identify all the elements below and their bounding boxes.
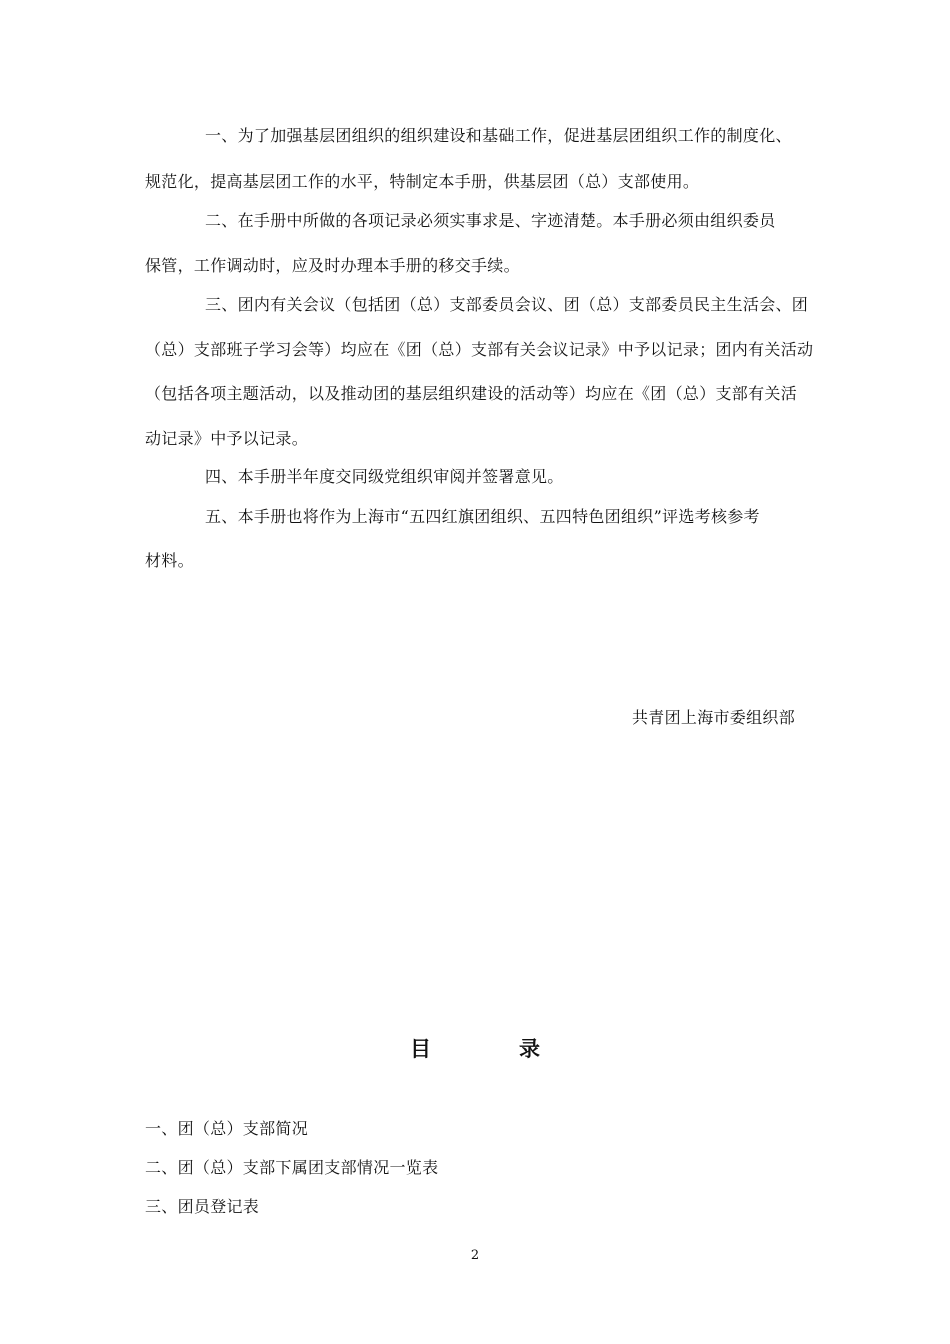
preface-line-5: 三、团内有关会议（包括团（总）支部委员会议、团（总）支部委员民主生活会、团 [205,295,809,314]
signature: 共青团上海市委组织部 [632,708,796,727]
preface-line-11: 材料。 [145,551,194,570]
preface-line-3: 二、在手册中所做的各项记录必须实事求是、字迹清楚。本手册必须由组织委员 [205,211,776,230]
preface-line-7: （包括各项主题活动，以及推动团的基层组织建设的活动等）均应在《团（总）支部有关活 [145,384,798,403]
toc-item-3: 三、团员登记表 [145,1197,260,1216]
preface-line-6: （总）支部班子学习会等）均应在《团（总）支部有关会议记录》中予以记录；团内有关活动 [145,340,814,359]
toc-item-1: 一、团（总）支部简况 [145,1119,309,1138]
toc-title-left: 目 [410,1036,431,1061]
preface-line-2: 规范化，提高基层团工作的水平，特制定本手册，供基层团（总）支部使用。 [145,172,700,191]
toc-title [0,1036,950,1062]
preface-line-4: 保管，工作调动时，应及时办理本手册的移交手续。 [145,256,520,275]
preface-line-1: 一、为了加强基层团组织的组织建设和基础工作，促进基层团组织工作的制度化、 [205,126,792,145]
preface-line-9: 四、本手册半年度交同级党组织审阅并签署意见。 [205,467,564,486]
preface-line-10: 五、本手册也将作为上海市“五四红旗团组织、五四特色团组织”评选考核参考 [205,507,760,526]
toc-item-2: 二、团（总）支部下属团支部情况一览表 [145,1158,439,1177]
preface-line-8: 动记录》中予以记录。 [145,429,309,448]
page-number: 2 [470,1248,480,1263]
toc-title-right: 录 [519,1036,540,1061]
